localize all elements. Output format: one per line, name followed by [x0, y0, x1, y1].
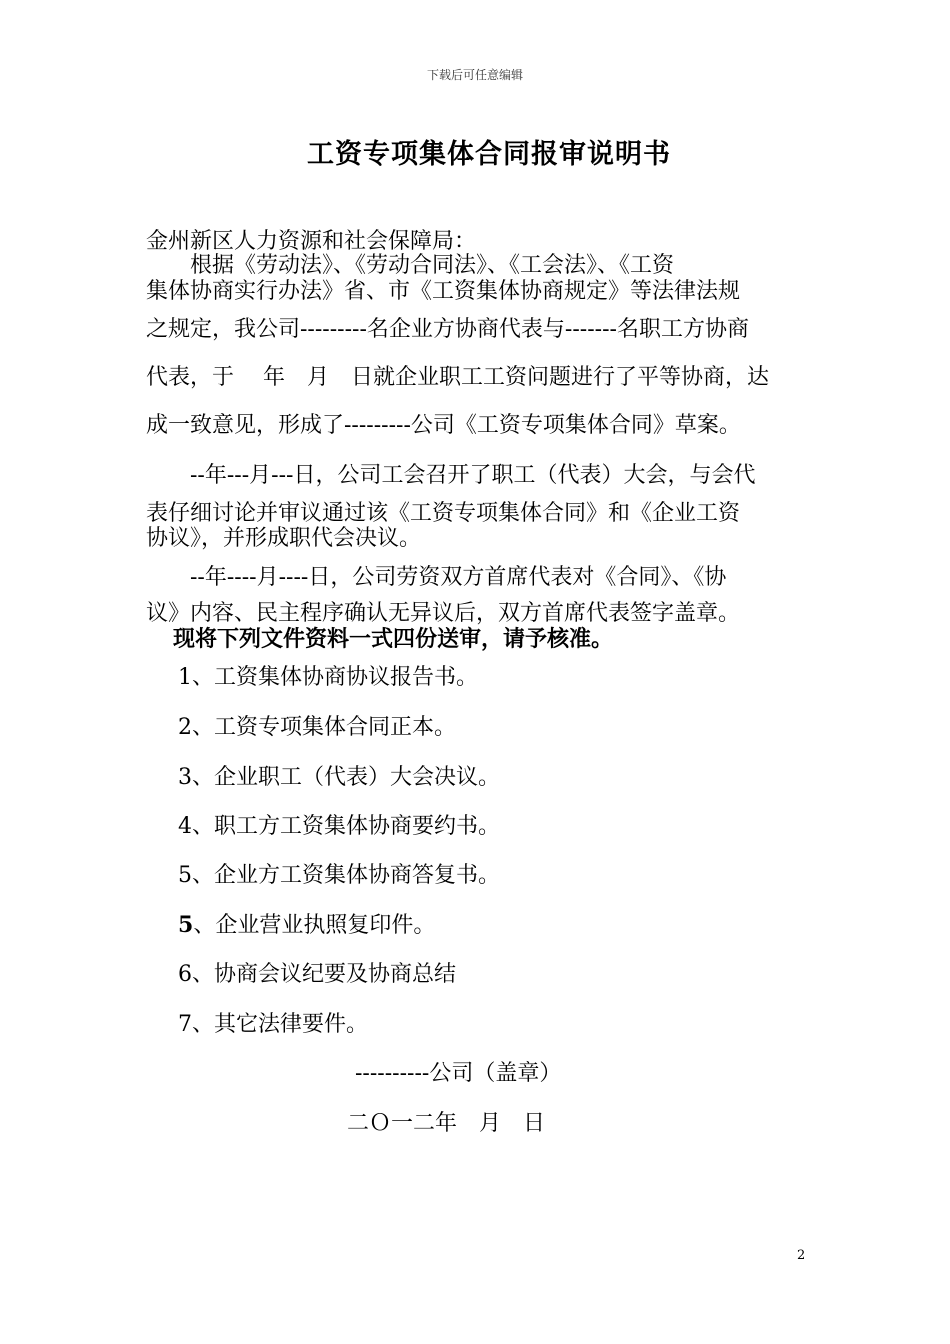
list-item-number: 3 [178, 765, 192, 790]
paragraph-line: 成一致意见，形成了---------公司《工资专项集体合同》草案。 [146, 413, 741, 438]
list-item-number: 5 [178, 912, 194, 938]
list-item [178, 957, 456, 988]
list-item-number: 4 [178, 814, 192, 839]
list-item-text: 、工资专项集体合同正本。 [192, 715, 457, 740]
list-item-text: 、职工方工资集体协商要约书。 [192, 814, 501, 839]
page-header-note: 下载后可任意编辑 [426, 68, 523, 82]
list-item [178, 760, 500, 791]
list-item-text: 、企业营业执照复印件。 [193, 913, 436, 938]
list-item-number: 2 [178, 715, 192, 740]
list-item-number: 7 [178, 1012, 192, 1037]
signature-line: ----------公司（盖章） [355, 1061, 562, 1086]
paragraph-line: --年---月---日，公司工会召开了职工（代表）大会，与会代 [146, 463, 756, 488]
date-line: 二Ｏ一二年 月 日 [347, 1111, 546, 1136]
paragraph-line: 之规定，我公司---------名企业方协商代表与-------名职工方协商 [146, 317, 749, 342]
list-item-text: 、协商会议纪要及协商总结 [192, 962, 457, 987]
list-item-text: 、企业职工（代表）大会决议。 [192, 765, 501, 790]
paragraph-line: 议》内容、民主程序确认无异议后，双方首席代表签字盖章。 [146, 601, 741, 626]
list-item-number: 6 [178, 962, 192, 987]
paragraph-line: 表仔细讨论并审议通过该《工资专项集体合同》和《企业工资 [146, 501, 741, 526]
paragraph-line: --年----月----日，公司劳资双方首席代表对《合同》、《协 [146, 565, 727, 590]
list-item [178, 809, 500, 840]
recipient-line: 金州新区人力资源和社会保障局： [146, 229, 477, 254]
paragraph-line: 根据《劳动法》、《劳动合同法》、《工会法》、《工资 [146, 253, 675, 278]
list-item [178, 710, 456, 741]
list-item [178, 660, 478, 691]
list-item-text: 、工资集体协商协议报告书。 [192, 665, 479, 690]
list-item [178, 858, 500, 889]
list-item [178, 1007, 368, 1038]
list-item-number: 1 [178, 665, 192, 690]
list-item-number: 5 [178, 863, 192, 888]
list-item-text: 、其它法律要件。 [192, 1012, 369, 1037]
list-item-text: 、企业方工资集体协商答复书。 [192, 863, 501, 888]
submission-note: 现将下列文件资料一式四份送审，请予核准。 [173, 626, 614, 652]
paragraph-line: 协议》，并形成职代会决议。 [146, 526, 422, 551]
paragraph-line: 代表，于 年 月 日就企业职工工资问题进行了平等协商，达 [146, 365, 769, 390]
page-number: 2 [797, 1248, 806, 1263]
list-item [178, 908, 435, 939]
paragraph-line: 集体协商实行办法》省、市《工资集体协商规定》等法律法规 [146, 279, 741, 304]
document-title: 工资专项集体合同报审说明书 [307, 139, 671, 170]
